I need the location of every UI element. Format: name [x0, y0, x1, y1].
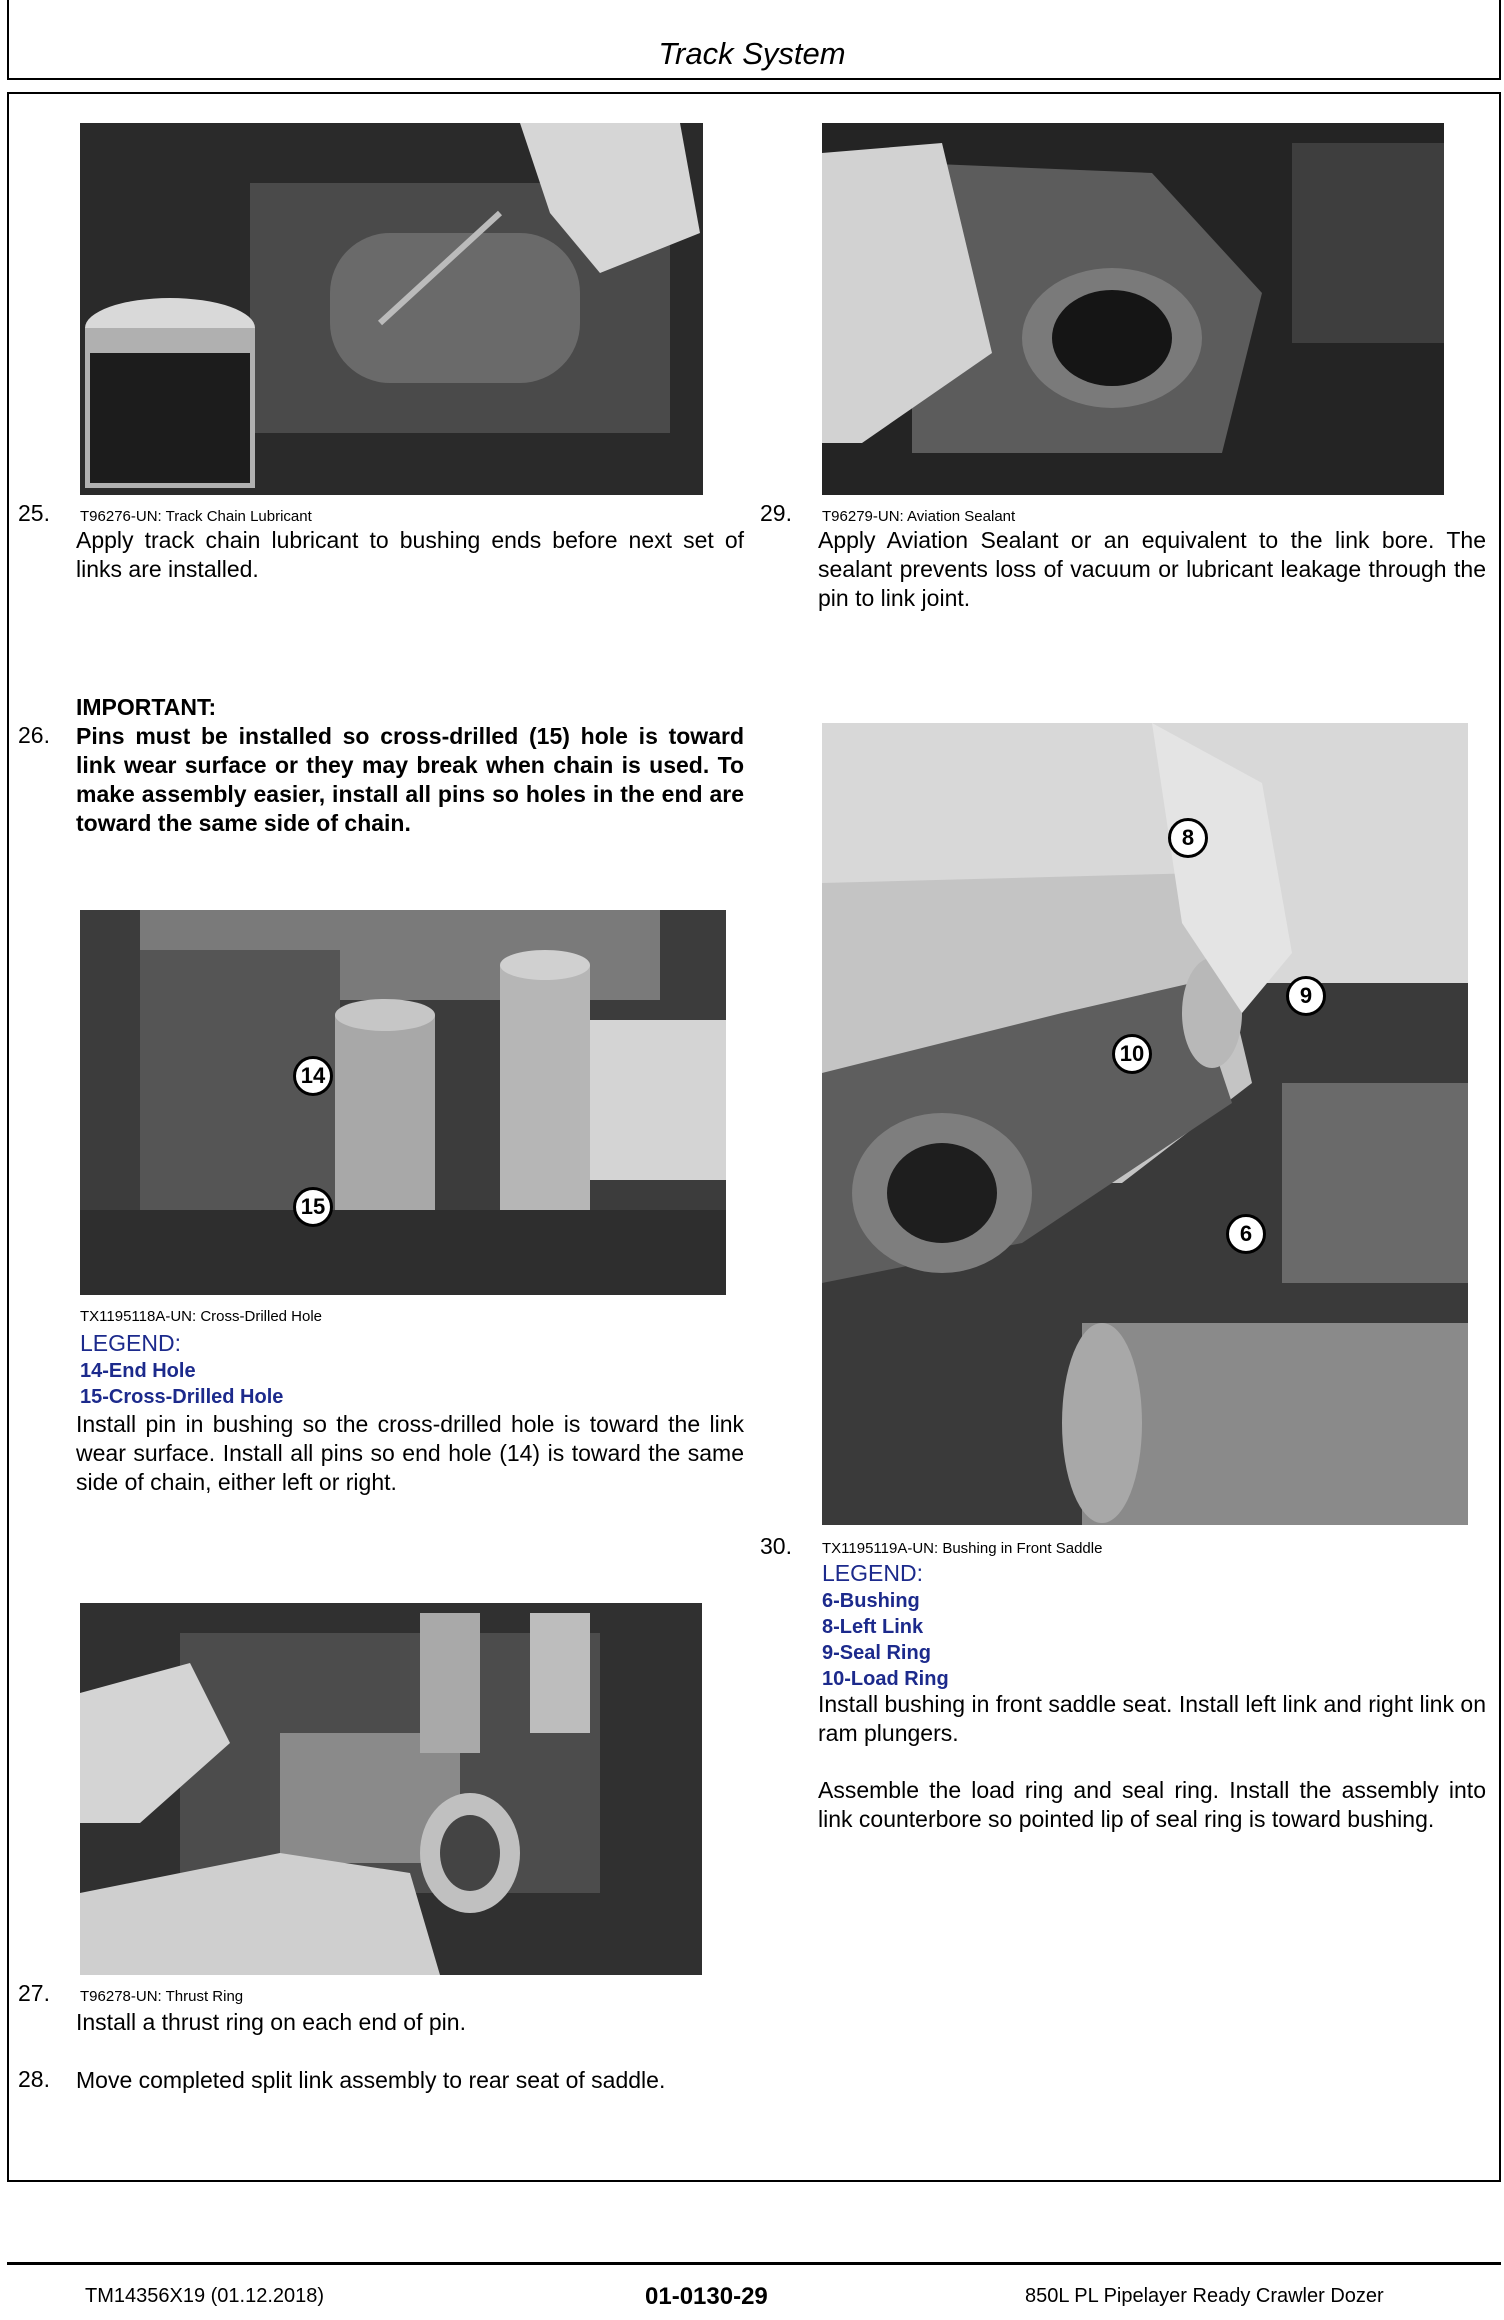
footer-rule: [7, 2262, 1501, 2265]
step-text: Install pin in bushing so the cross-drilled hole is toward the link wear surface. Install all pins so end hole (14) is toward the same side of chain, either left or right.: [76, 1411, 744, 1495]
legend-title: LEGEND:: [80, 1330, 181, 1356]
page-number: 01-0130-29: [645, 2283, 768, 2310]
photo-aviation-sealant: [822, 123, 1444, 495]
photo-track-chain-lubricant: [80, 123, 703, 495]
figure-caption: T96276-UN: Track Chain Lubricant: [80, 508, 312, 525]
legend-item: 10-Load Ring: [822, 1668, 949, 1690]
page-title: Track System: [658, 36, 846, 71]
document-id: TM14356X19 (01.12.2018): [85, 2285, 325, 2307]
step-number: 27.: [18, 1980, 50, 2006]
step-text: Assemble the load ring and seal ring. Install the assembly into link counterbore so pointed lip of seal ring is toward bushing.: [818, 1777, 1486, 1832]
step-text: Install a thrust ring on each end of pin.: [76, 2009, 466, 2035]
callout-15: 15: [293, 1187, 333, 1227]
figure-caption: TX1195118A-UN: Cross-Drilled Hole: [80, 1308, 323, 1325]
legend-item: 14-End Hole: [80, 1360, 196, 1382]
step-number: 26.: [18, 722, 50, 748]
photo-bushing-front-saddle: [822, 723, 1468, 1525]
figure-caption: T96279-UN: Aviation Sealant: [822, 508, 1016, 525]
legend-item: 6-Bushing: [822, 1590, 920, 1612]
callout-8: 8: [1168, 818, 1208, 858]
callout-10: 10: [1112, 1034, 1152, 1074]
legend-item: 9-Seal Ring: [822, 1642, 931, 1664]
step-text: Apply track chain lubricant to bushing ends before next set of links are installed.: [76, 527, 744, 582]
machine-name: 850L PL Pipelayer Ready Crawler Dozer: [1025, 2285, 1384, 2307]
photo-thrust-ring: [80, 1603, 702, 1975]
step-text: Apply Aviation Sealant or an equivalent to the link bore. The sealant prevents loss of vacuum or lubricant leakage through the pin to link joint.: [818, 527, 1486, 611]
step-number: 29.: [760, 500, 792, 526]
important-label: IMPORTANT:: [76, 694, 217, 720]
legend-item: 15-Cross-Drilled Hole: [80, 1386, 284, 1408]
callout-9: 9: [1286, 976, 1326, 1016]
step-number: 30.: [760, 1533, 792, 1559]
step-number: 28.: [18, 2066, 50, 2092]
legend-title: LEGEND:: [822, 1560, 923, 1586]
legend-item: 8-Left Link: [822, 1616, 924, 1638]
figure-caption: TX1195119A-UN: Bushing in Front Saddle: [822, 1540, 1103, 1557]
callout-6: 6: [1226, 1214, 1266, 1254]
photo-cross-drilled-hole: [80, 910, 726, 1295]
figure-caption: T96278-UN: Thrust Ring: [80, 1988, 244, 2005]
step-text: Install bushing in front saddle seat. Install left link and right link on ram plungers.: [818, 1691, 1486, 1746]
callout-14: 14: [293, 1056, 333, 1096]
step-text: Move completed split link assembly to rear seat of saddle.: [76, 2067, 666, 2093]
important-text: Pins must be installed so cross-drilled (15) hole is toward link wear surface or they may break when chain is used. To make assembly easier, install all pins so holes in the end are toward the same side of chain.: [76, 723, 744, 836]
step-number: 25.: [18, 500, 50, 526]
